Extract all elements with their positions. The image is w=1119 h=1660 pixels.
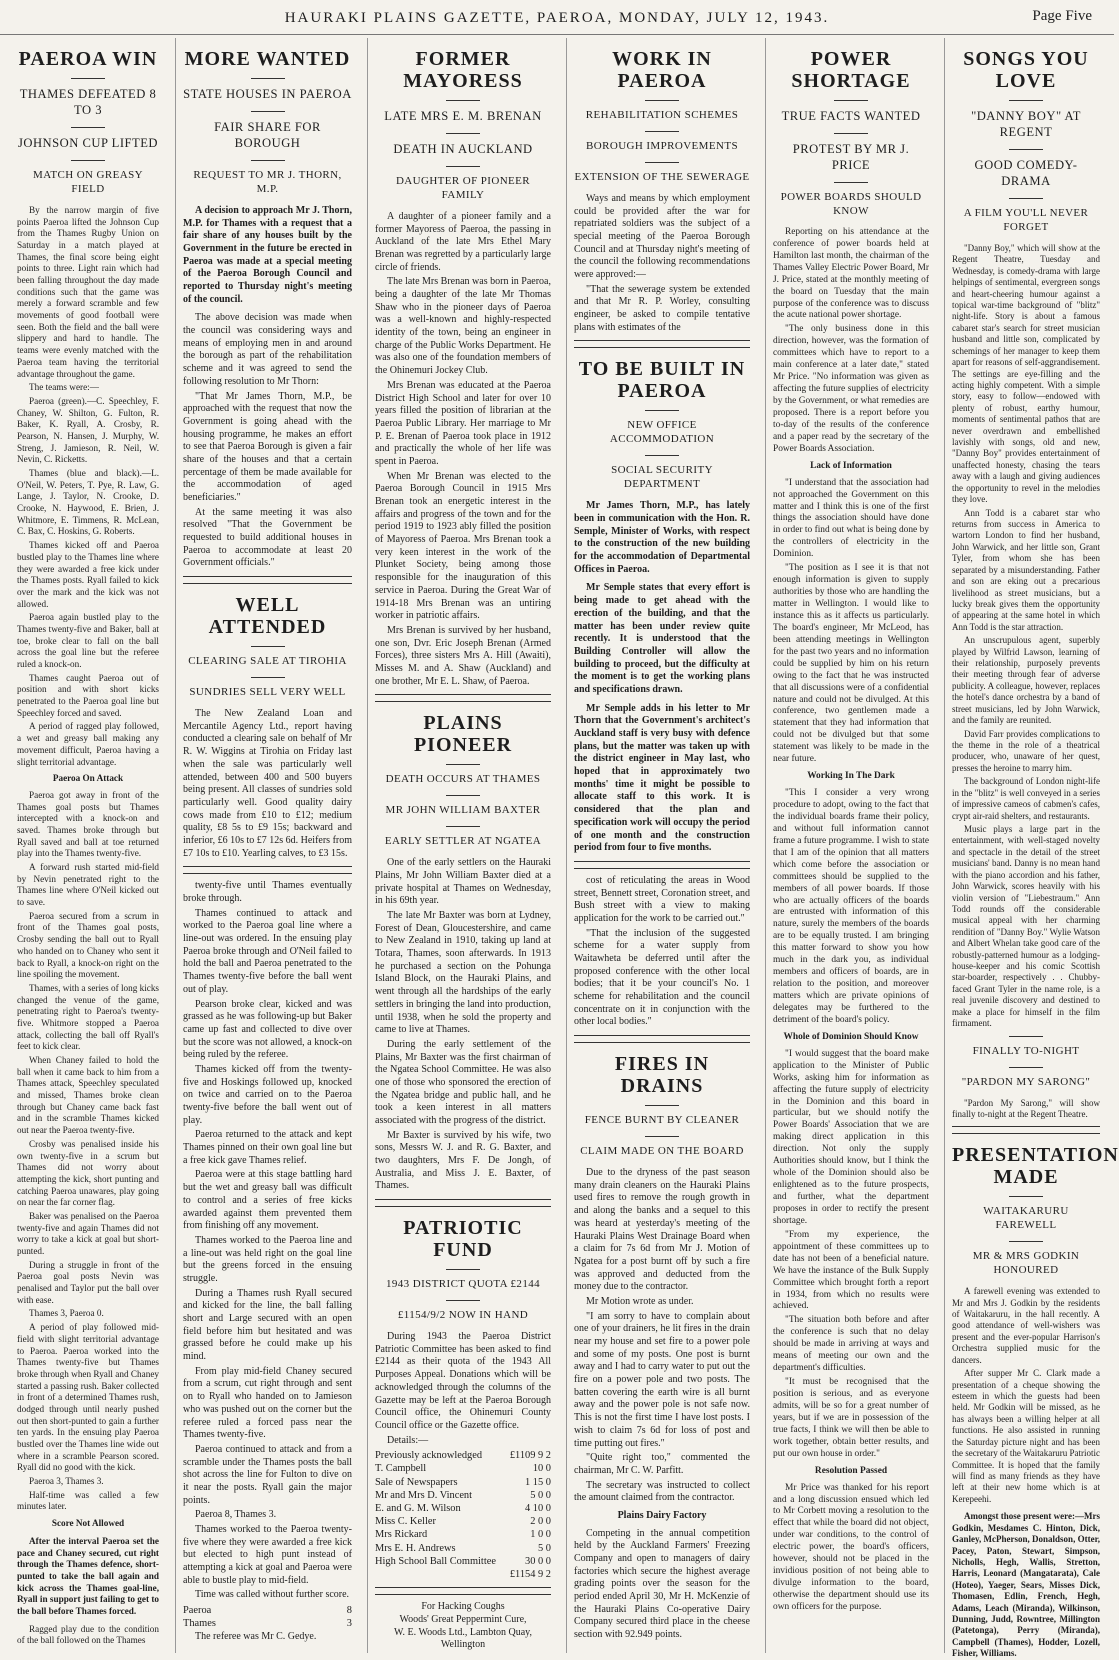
deck: "PARDON MY SARONG" [961, 1075, 1091, 1088]
paragraph: Crosby was penalised inside his own twenty-five in a scrum but Thames did not worry about attempting the kick, short punting and catching Paeroa unawares, play going on near the far corner flag. [17, 1138, 159, 1208]
headline: FIRES IN DRAINS [614, 1053, 710, 1098]
column-former-mayoress [367, 38, 558, 1653]
newspaper-title: HAURAKI PLAINS GAZETTE, PAEROA, MONDAY, JULY 12, 1943. [284, 10, 830, 26]
divider [1009, 198, 1043, 199]
divider [71, 127, 105, 128]
divider [1009, 1036, 1043, 1037]
paragraph: Due to the dryness of the past season many drain cleaners on the Hauraki Plains used fires to remove the rough growth in and along the banks and a sequel to this was heard at yesterday's meeting of the Hauraki Plains West Drainage Board when a claim for 7s 6d from Mr J. Motion of Ngatea for a post burnt off by such a fire was approved and deducted from the money due to the contractor. [574, 1167, 750, 1293]
team-points: 3 [346, 1618, 352, 1630]
divider [645, 162, 679, 163]
paragraph: "Pardon My Sarong," will show finally to-night at the Regent Theatre. [952, 1097, 1100, 1119]
divider [645, 455, 679, 456]
deck: EARLY SETTLER AT NGATEA [384, 835, 542, 848]
paragraph: The New Zealand Loan and Mercantile Agency Ltd., report having conducted a clearing sale on behalf of Mr R. W. Wiggins at Tirohia on Friday last when the sale was particularly well attended, between 400 and 500 buyers being present. All classes of sundries sold particularly well. Good quality dairy cows made from £10 to £12; medium quality, £8 5s to £9 15s; backward and inferior, £6 10s to £7 12s 6d. Heifers from £7 10s to £10. Yearling calves, to £3 15s. [183, 708, 353, 859]
paragraph: Thames worked to the Paeroa line and a line-out was held right on the goal line but the greens forced in the ensuing struggle. [183, 1234, 352, 1284]
paragraph: Time was called without further score. [195, 1589, 350, 1601]
paragraph: Thames worked to the Paeroa twenty-five where they were awarded a free kick but elected to high punt instead of attempting a kick at goal and Paeroa were able to bustle play to mid-field. [183, 1524, 352, 1586]
deck: MR JOHN WILLIAM BAXTER [385, 804, 541, 817]
column-more-wanted [175, 38, 359, 1653]
divider [446, 764, 480, 765]
subheading: Working In The Dark [807, 771, 895, 782]
deck: NEW OFFICE ACCOMMODATION [609, 419, 715, 446]
section-separator [375, 1587, 551, 1595]
paragraph: Mr Price was thanked for his report and a long discussion ensued which led to Mr Corbett moving a resolution to the effect that while the board did not object, under war conditions, to the control of electric power, the board's officers, however, should not be placed in the invidious position of not being able to divulge information to the board, otherwise the department should use its own officers for the purpose. [773, 1482, 929, 1612]
paragraph: Mrs Brenan was educated at the Paeroa District High School and later for over 10 years filled the position of librarian at the Paeroa Public Library. Her marriage to Mr P. E. Brenan of Paeroa took place in 1912 and practically the whole of her life was spent in Paeroa. [375, 379, 551, 467]
paragraph: During a Thames rush Ryall secured and kicked for the line, the ball falling short and Large secured with an open field before him but hesitated and was grassed before he could make up his mind. [183, 1287, 352, 1363]
divider [834, 133, 868, 134]
subheading: Score Not Allowed [51, 1518, 125, 1529]
deck: FAIR SHARE FOR BOROUGH [214, 119, 321, 150]
divider [645, 131, 679, 132]
section-separator [574, 340, 750, 348]
divider [251, 160, 285, 161]
divider [834, 182, 868, 183]
column-songs-you-love [944, 38, 1119, 1659]
deck: CLEARING SALE AT TIROHIA [188, 655, 347, 668]
divider [251, 111, 285, 112]
donation-amount: 4 10 0 [525, 1503, 551, 1515]
donation-amount: 10 0 [532, 1463, 551, 1475]
donations-table [375, 1449, 551, 1581]
team-points: 8 [346, 1605, 352, 1617]
divider [446, 795, 480, 796]
divider [1009, 1241, 1043, 1242]
section-separator [183, 576, 352, 584]
paragraph: After the interval Paeroa set the pace and Chaney secured, cut right through the Thames defence, short-punted to take the ball again and kick across the Thames goal-line, Ryall in support just failing to get to the ball before Thames forced. [17, 1535, 159, 1616]
paragraph: "It must be recognised that the position is serious, and as everyone admits, will be so for a great number of years, but if we are in possession of the true facts, I think we will then be able to work together, obtain better results, and put our own house in order." [773, 1377, 929, 1459]
table-row [183, 1617, 352, 1630]
deck: REQUEST TO MR J. THORN, M.P. [193, 168, 342, 195]
table-row [375, 1476, 551, 1489]
paragraph: During the early settlement of the Plains, Mr Baxter was the first chairman of the Ngatea School Committee. He was also one of those who sponsored the erection of the Ngatea bridge and public hall, and he took a keen interest in all matters associated with the progress of the district. [375, 1038, 551, 1126]
paragraph: Thames, with a series of long kicks changed the venue of the game, penetrating right to Paeroa's twenty-five. Whitmore stopped a Paeroa attack, collecting the ball off Ryall's feet to kick clear. [17, 982, 159, 1052]
donor-name: T. Campbell [375, 1463, 427, 1475]
divider [71, 160, 105, 161]
paragraph: "The position as I see it is that not enough information is given to supply authorities by those who are handling the matter in Wellington. I would like to instance this as it affects us particularly. The board's engineer, Mr McLeod, has been attending meetings in Wellington for the past two years and no information could be supplied by him on his return owing to the fact that he was instructed that all discussions were of a confidential nature and could not be divulged. At this conference, two gentlemen made a statement that they had information that could not be divulged but that some statement was likely to be made in the near future. [773, 563, 929, 765]
paragraph: Mrs Brenan is survived by her husband, one son, Dvr. Eric Joseph Brenan (Armed Forces), three sisters Mrs A. Hill (Awaiti), Misses M. and A. Shaw (Auckland) and one brother, Mr E. L. Shaw, of Paeroa. [375, 624, 551, 687]
divider [645, 1105, 679, 1106]
paragraph: A forward rush started mid-field by Nevin penetrated right to the Thames line where O'Neil kicked out to save. [17, 862, 159, 908]
deck: EXTENSION OF THE SEWERAGE [574, 170, 750, 183]
donor-name: Sale of Newspapers [375, 1476, 458, 1488]
paragraph: "Danny Boy," which will show at the Regent Theatre, Tuesday and Wednesday, is comedy-drama with large helpings of sentimental, evergreen songs and heart-cheering humour against a topical war-time background of "blitz" night-life. Story is about a famous cabaret star's search for street musician husband and little son, complicated by schemings of her manager to keep them apart for reasons of self-aggrandisement. The settings are eye-filling and the acting highly competent. With a simple story, easy to follow—endowed with plenty of robust, earthy humour, moments of sentimental pathos that are never overdrawn and embellished lavishly with songs, old and new, "Danny Boy" provides entertainment of unaffected honesty, chasing the tears away with a laugh and giving audiences the opportunity to revel in the melodies they love. [952, 242, 1100, 505]
paragraph: The late Mr Baxter was born at Lydney, Forest of Dean, Gloucestershire, and came to New Zealand in 1910, taking up land at Totara, Thames, soon afterwards. In 1913 he purchased a section on the Pohunga Island Block, on the Hauraki Plains, and went through all the hardships of the early settlers in bringing the land into production, until 1938, when he sold the property and came to live at Thames. [375, 910, 551, 1036]
final-score-table [183, 1604, 352, 1630]
paragraph: Amongst those present were:—Mrs Godkin, Mesdames C. Hinton, Dick, Ganley, McPherson, Donaldson, Otter, Pacey, Paton, Stewart, Simpson, Nicholls, Hegh, Wallis, Stretton, Harris, Leonard (Mangatarata), Cale (Hoteo), Yaeger, Sears, Misses Dick, Thomasen, Edlin, French, Hegh, Adams, Leach (Miranda), Wilkinson, Dunning, Judd, Rowntree, Millington (Patetonga), Perry (Miranda), Campbell (Thames), Hodder, Lozell, Fisher, Williams. [952, 1511, 1100, 1659]
table-row [375, 1515, 551, 1528]
paragraph: An unscrupulous agent, superbly played by Wilfrid Lawson, learning of their relationship, purposely prevents their meeting through fear of adverse publicity. A colleague, however, replaces the hotel's dance orchestra by a band of street musicians, led by John Warwick, and the family are reunited. [952, 635, 1100, 726]
team-name: Paeroa [183, 1605, 212, 1617]
paragraph: Thames (blue and black).—L. O'Neil, W. Peters, T. Pye, R. Law, G. Lange, J. Taylor, N. Crooke, D. Crooke, N. Haywood, E. Brien, J. Whitmore, E. Timmens, R. McLean, C. Bax, C. Hoskins, G. Roberts. [17, 468, 159, 537]
paragraph: Paeroa 3, Thames 3. [29, 1476, 104, 1487]
paragraph: After supper Mr C. Clark made a presentation of a cheque showing the esteem in which the guests had been held. Mr Godkin will be missed, as he has always been a willing helper at all functions. He also assisted in running the Saturday picture night and has been the secretary of the Waitakaruru Patriotic Committee. It is hoped that the family will find as many friends as they have left at their new home which is at Kerepeehi. [952, 1368, 1100, 1504]
paragraph: Reporting on his attendance at the conference of power boards held at Hamilton last month, the chairman of the Thames Valley Electric Power Board, Mr J. Price, stated at the monthly meeting of the board on Tuesday that the main purpose of the conference was to discuss the acute national power shortage. [773, 226, 929, 321]
deck: SOCIAL SECURITY DEPARTMENT [611, 464, 713, 491]
masthead [0, 0, 1114, 35]
table-row [375, 1542, 551, 1555]
divider [1009, 1196, 1043, 1197]
column-power-shortage [765, 38, 936, 1653]
paragraph: "The situation both before and after the conference is such that no delay should be made in arriving at ways and means of meeting our own and the department's difficulties. [773, 1315, 929, 1374]
donor-name: E. and G. M. Wilson [375, 1503, 461, 1515]
divider [1009, 1067, 1043, 1068]
divider [71, 78, 105, 79]
divider [645, 1136, 679, 1137]
divider [446, 1300, 480, 1301]
paragraph: Thames continued to attack and worked to the Paeroa goal line where a line-out was ordered. In the ensuing play Paeroa broke through and O'Neil failed to hold the ball and Paeroa penetrated to the Thames twenty-five before the ball went out of play. [183, 907, 352, 995]
column-work-in-paeroa [566, 38, 757, 1653]
paragraph: Ways and means by which employment could be provided after the war for repatriated soldiers was the subject of a special meeting of the Paeroa Borough Council and at Thursday night's meeting of the council the following recommendations were approved:— [574, 192, 750, 281]
page-number: Page Five [1032, 8, 1092, 24]
paragraph: David Farr provides complications to the theme in the role of a theatrical producer, who, unaware of her quest, presses the heroine to marry him. [952, 728, 1100, 773]
section-separator [574, 1035, 750, 1043]
paragraph: "That the sewerage system be extended and that Mr R. P. Worley, consulting engineer, be asked to compile tentative plans with estimates of the [574, 283, 750, 333]
deck: SUNDRIES SELL VERY WELL [189, 686, 346, 699]
paragraph: "This I consider a very wrong procedure to adopt, owing to the fact that the individual boards frame their policy, and without full information cannot frame a future programme. I wish to state that I am of the opinion that all matters which come before the association or committees should be supplied to the members of all power boards. If those who are actually officers of the boards are entrusted with information of this nature, surely the members of the boards are to be equally trusted. I am bringing this matter forward to show you how much in the dark you, as individual members and officers of boards, are in relation to the position, and moreover matters which are private opinions of delegates may be furthered to the detriment of the board's policy. [773, 788, 929, 1025]
paragraph: The above decision was made when the council was considering ways and means of employing men in and around the borough as part of the rehabilitation scheme and it was agreed to send the following resolution to Mr Thorn: [183, 312, 352, 387]
deck: £1154/9/2 NOW IN HAND [397, 1309, 529, 1322]
section-separator [183, 866, 352, 874]
paragraph: "I understand that the association had not approached the Government on this matter and I think this is one of the first things the association should have done in order to find out what is being done by the controllers of electricity in the Dominion. [773, 477, 929, 560]
paragraph: "I would suggest that the board make application to the Minister of Public Works, asking him for information as affecting the future supply of electricity in the Dominion and this board in particular, but we should notify the Power Boards' Association that we are making direct application in this direction. Not only the supply Authorities should know, but I think the whole of the Dominion should also be enlightened as to the future prospects, and further, what the department proposes in order to rectify the present shortage. [773, 1048, 929, 1226]
table-row [375, 1568, 551, 1581]
paragraph: Paeroa again bustled play to the Thames twenty-five and Baker, ball at toe, broke clear to fall on the ball across the goal line but the referee ruled a knock-on. [17, 612, 159, 670]
paragraph: Baker was penalised on the Paeroa twenty-five and again Thames did not worry to take a kick at goal but short-punted. [17, 1210, 159, 1257]
deck: 1943 DISTRICT QUOTA £2144 [385, 1278, 541, 1291]
subheading: Whole of Dominion Should Know [783, 1031, 919, 1042]
table-row [183, 1604, 352, 1617]
headline: SONGS YOU LOVE [963, 48, 1089, 92]
headline: WORK IN PAEROA [612, 48, 712, 92]
paragraph: "I am sorry to have to complain about one of your drainers, he lit fires in the drain near my house and set fire to a power pole and some of my posts. One post is burnt away and I had to carry water to put out the fire on a power pole and two posts. The batten covering the earth wire is all burnt away and the power pole is not safe now. This is not the first time I have lost posts. I wish to claim 7s 6d for loss of post and time putting out fires." [574, 1310, 750, 1449]
paragraph: Thames 3, Paeroa 0. [29, 1308, 104, 1319]
section-separator [375, 694, 551, 702]
paragraph: "Quite right too," commented the chairman, Mr C. W. Parfitt. [574, 1452, 750, 1476]
divider [834, 100, 868, 101]
paragraph: From play mid-field Chaney secured from a scrum, cut right through and sent on to Ryall who handed on to Jamieson who was pushed out on the corner but the referee ruled a forced pass near the Thames twenty-five. [183, 1365, 352, 1441]
table-row [375, 1528, 551, 1541]
deck: MR & MRS GODKIN HONOURED [972, 1250, 1080, 1277]
paragraph: A farewell evening was extended to Mr and Mrs J. Godkin by the residents of Waitakaruru, in the hall recently. A good attendance of well-wishers was present and the ever-popular Harrison's Orchestra supplied music for the dancers. [952, 1286, 1100, 1365]
table-row [375, 1489, 551, 1502]
donation-total: £1154 9 2 [509, 1569, 551, 1581]
headline: PAEROA WIN [18, 48, 158, 70]
section-separator [952, 1126, 1100, 1134]
deck: GOOD COMEDY-DRAMA [974, 157, 1078, 188]
deck: A FILM YOU'LL NEVER FORGET [963, 206, 1089, 233]
headline: MORE WANTED [184, 48, 351, 70]
deck: LATE MRS E. M. BRENAN [384, 109, 542, 123]
deck: DAUGHTER OF PIONEER FAMILY [395, 174, 531, 201]
divider [446, 100, 480, 101]
divider [645, 100, 679, 101]
paragraph: Ragged play due to the condition of the ball followed on the Thames [17, 1623, 159, 1646]
paragraph: Music plays a large part in the entertainment, with well-staged novelty and spectacle in the detail of the street musicians' band. Danny is no mean hand with the piano accordion and his father, John Warwick, scores heavily with his violin version of "Liebestraum." Ann Todd rounds off the considerable musical appeal with her charming rendition of "Danny Boy." Wylie Watson and Albert Whelan take good care of the robustly-patterned humour as a lodging-house-keeper and his comic Scottish star-boarder, respectively . . Chubby-faced Grant Tyler in the name role, is a real juvenile discovery and destined to make a place for himself in the film firmament. [952, 823, 1100, 1029]
deck: THAMES DEFEATED 8 TO 3 [19, 87, 157, 117]
paragraph: A period of ragged play followed, a wet and greasy ball making any movement difficult, Paeroa having a slight territorial advantage. [17, 721, 159, 767]
subheading: Paeroa On Attack [52, 773, 124, 784]
table-row [375, 1502, 551, 1515]
headline: FORMER MAYORESS [403, 48, 523, 92]
deck: DEATH OCCURS AT THAMES [385, 773, 541, 786]
paragraph: Thames kicked off and Paeroa bustled play to the Thames line where they were awarded a free kick under the Thames posts. Ryall failed to kick over the mark and the kick was not allowed. [17, 540, 159, 609]
paragraph: Paeroa (green).—C. Speechley, F. Chaney, W. Shilton, G. Fulton, R. Baker, K. Ryall, A. Crosby, R. Pearson, N. Hansen, J. Murphy, W. Streng, J. Jamieson, R. Neil, W. Nevin, C. Ricketts. [17, 395, 159, 465]
headline: PLAINS PIONEER [413, 712, 513, 757]
paragraph: Paeroa continued to attack and from a scramble under the Thames posts the ball shot across the line for Fulton to dive on it near the posts. Ryall gain the major points. [183, 1443, 352, 1506]
donor-name: Miss C. Keller [375, 1516, 436, 1528]
donation-amount: 30 0 0 [525, 1555, 551, 1567]
paragraph: When Chaney failed to hold the ball when it came back to him from a Thames attack, Speechley speculated and missed, Thames broke clean through but Chaney came back fast and in the scramble Thames kicked out near the Paeroa twenty-five. [17, 1055, 159, 1136]
headline: PATRIOTIC FUND [403, 1217, 523, 1262]
headline: POWER SHORTAGE [791, 48, 911, 92]
deck: STATE HOUSES IN PAEROA [183, 87, 352, 101]
deck: REHABILITATION SCHEMES [585, 109, 739, 121]
subheading: Resolution Passed [814, 1465, 888, 1476]
section-separator [375, 1199, 551, 1207]
headline: TO BE BUILT IN PAEROA [578, 358, 746, 403]
donor-name: Mr and Mrs D. Vincent [375, 1489, 473, 1501]
divider [446, 133, 480, 134]
advertisement [375, 1601, 551, 1652]
deck: MATCH ON GREASY FIELD [33, 168, 143, 195]
deck: "DANNY BOY" AT REGENT [971, 109, 1081, 139]
paragraph: Paeroa returned to the attack and kept Thames pinned on their own goal line but a free kick gave Thames relief. [183, 1129, 352, 1166]
subheading: Lack of Information [810, 460, 892, 471]
table-row [375, 1462, 551, 1475]
table-row [375, 1555, 551, 1568]
headline: WELL ATTENDED [208, 594, 327, 639]
paragraph: "That the inclusion of the suggested scheme for a water supply from Waitawheta be deferred until after the proposed conference with the other local bodies; that it be your council's No. 1 scheme for rehabilitation and the council concentrate on it in conjunction with the other local bodies." [574, 927, 750, 1028]
paragraph: The referee was Mr C. Gedye. [195, 1630, 317, 1642]
donor-name: Previously acknowledged [375, 1450, 483, 1462]
paragraph: Paeroa were at this stage battling hard but the wet and greasy ball was difficult to control and a series of free kicks awarded against them prevented them from finishing off any movement. [183, 1169, 352, 1232]
paragraph: Pearson broke clear, kicked and was grassed as he was following-up but Baker came up fast and collected to dive over but the score was not allowed, a knock-on being ruled by the referee. [183, 998, 352, 1061]
divider [446, 826, 480, 827]
paragraph: Competing in the annual competition held by the Auckland Farmers' Freezing Company and open to managers of dairy factories which secure the highest average grading points over the season for the period ended April 30, Mr H. McKenzie of the Hauraki Plains Co-operative Dairy Company secured third place in the cheese section with 92.949 points. [574, 1527, 750, 1641]
donor-name: High School Ball Committee [375, 1555, 496, 1567]
donation-amount: 5 0 0 [530, 1489, 551, 1501]
lead-paragraph: Mr Semple adds in his letter to Mr Thorn that the Government's architect's Auckland staff is very busy with defence plans, but the matter was taken up with the district engineer in May last, who hoped that in approximately two months' time it might be possible to allocate staff to this work. It is considered that the plan and specification work will occupy the period of one month and the construction period from four to five months. [574, 702, 750, 854]
divider [446, 166, 480, 167]
paragraph: The late Mrs Brenan was born in Paeroa, being a daughter of the late Mr Thomas Shaw who in the pioneer days of Paeroa was a well-known and highly-respected identity of the town, being an engineer in charge of the Public Works Department. He was also one of the foundation members of the Ohinemuri Jockey Club. [375, 276, 551, 377]
deck: BOROUGH IMPROVEMENTS [586, 139, 738, 152]
paragraph: "From my experience, the appointment of these committees up to date has not been of a beneficial nature. We have the instance of the Bulk Supply Committee which brought forth a report in 1934, from which no results were achieved. [773, 1229, 929, 1312]
paragraph: Paeroa 8, Thames 3. [195, 1509, 277, 1521]
paragraph: Ann Todd is a cabaret star who returns from success in America to wartorn London to find her husband, John Warwick, and her little son, Grant Tyler, from whom she has been separated by a misunderstanding. Father and son are eking out a precarious livelihood as street musicians, but a lucky break gives them the opportunity of appearing at the same hotel in which Ann Todd is the star attraction. [952, 507, 1100, 632]
donation-amount: 2 0 0 [530, 1516, 551, 1528]
paragraph: Half-time was called a few minutes later. [17, 1489, 159, 1512]
deck: JOHNSON CUP LIFTED [17, 135, 159, 150]
divider [1009, 100, 1043, 101]
paragraph: A period of play followed mid-field with slight territorial advantage to Paeroa. Paeroa worked into the Thames twenty-five but Thames broke through when Ryall and Chaney started a passing rush. Baker collected in front of a determined Thames rush, dodged through until nearly pushed out then short-punted to gain a further ten yards. In the ensuing play Paeroa bustled over the Thames line wide out where in a scramble Pearson scored. Ryall did no good with the kick. [17, 1322, 159, 1473]
paragraph: cost of reticulating the areas in Wood street, Bennett street, Coronation street, and Bush street with a view to making application for the work to be carried out." [574, 874, 750, 924]
paragraph: Paeroa secured from a scrum in front of the Thames goal posts, Crosby sending the ball out to Ryall who handed on to Chaney who sent it back to Ryall, a knock-on right on the line spoiling the movement. [17, 910, 159, 980]
deck: POWER BOARDS SHOULD KNOW [780, 190, 922, 217]
lead-paragraph: Mr James Thorn, M.P., has lately been in communication with the Hon. R. Semple, Minister of Works, with respect to the construction of the new building for the accommodation of Departmental Offices in Paeroa. [574, 500, 750, 575]
divider [251, 677, 285, 678]
divider [645, 410, 679, 411]
divider [446, 1269, 480, 1270]
deck: TRUE FACTS WANTED [781, 109, 921, 123]
section-separator [574, 861, 750, 869]
donation-amount: 1 0 0 [530, 1529, 551, 1541]
ad-line: Wellington [440, 1639, 486, 1651]
paragraph: A daughter of a pioneer family and a former Mayoress of Paeroa, the passing in Auckland of the late Mrs Ethel Mary Brenan was regretted by a particularly large circle of friends. [375, 210, 551, 273]
paragraph: Mr Baxter is survived by his wife, two sons, Messrs W. J. and R. G. Baxter, and two daughters, Mrs F. De Jongh, of Australia, and Miss J. E. Baxter, of Thames. [375, 1129, 551, 1192]
donor-name: Mrs Rickard [375, 1529, 428, 1541]
paragraph: Thames caught Paeroa out of position and with short kicks penetrated to the Paeroa goal line but Speechley forced and saved. [17, 672, 159, 718]
paragraph: Paeroa got away in front of the Thames goal posts but Thames intercepted with a knock-on and saved. Thames broke through but Ryall saved and ball at toe returned play into the Thames twenty-five. [17, 789, 159, 859]
ad-line: Woods' Great Peppermint Cure, [399, 1613, 527, 1625]
subheading: Plains Dairy Factory [617, 1509, 707, 1521]
paragraph: Thames kicked off from the twenty-five and Hoskings followed up, knocked on twice and carried on to the Paeroa twenty-five before the ball went out of play. [183, 1063, 352, 1126]
donor-name: Mrs E. H. Andrews [375, 1542, 456, 1554]
team-name: Thames [183, 1618, 216, 1630]
paragraph: twenty-five until Thames eventually broke through. [183, 880, 352, 905]
divider [251, 78, 285, 79]
paragraph: At the same meeting it was also resolved "That the Government be requested to build additional houses in Paeroa to accommodate at least 20 Government officials." [183, 506, 352, 569]
lead-paragraph: A decision to approach Mr J. Thorn, M.P. for Thames with a request that a fair share of any houses built by the Government in the future be erected in Paeroa was made at a special meeting of the Paeroa Borough Council and reported to Thursday night's meeting of the council. [183, 204, 352, 305]
paragraph: When Mr Brenan was elected to the Paeroa Borough Council in 1915 Mrs Brenan took an energetic interest in the affairs and progress of the town and for the period 1919 to 1923 ably filled the position of Mayoress of Paeroa. Mrs Brenan took a very keen interest in the work of the Plunket Society, being among those responsible for the inauguration of this service in Paeroa. During the Great War of 1914-18 Mrs Brenan was an untiring worker in patriotic affairs. [375, 470, 551, 622]
donation-amount: £1109 9 2 [509, 1450, 551, 1462]
paragraph: The background of London night-life in the "blitz" is well conveyed in a series of impressive cameos of cabmen's cafes, crypt air-raid shelters, and restaurants. [952, 776, 1100, 821]
deck: CLAIM MADE ON THE BOARD [580, 1145, 744, 1158]
lead-paragraph: Mr Semple states that every effort is being made to get ahead with the erection of the building, and that the matter has been under review quite recently. It is understood that the Building Controller will allow the building to proceed, but the difficulty at the moment is to get the working plans and specifications drawn. [574, 582, 750, 695]
donation-amount: 5 0 [538, 1542, 551, 1554]
deck: WAITAKARURU FAREWELL [983, 1205, 1069, 1232]
paragraph: By the narrow margin of five points Paeroa lifted the Johnson Cup from the Thames Rugby Union on Saturday in a match played at Thames, the final score being eight points to three. Light rain which had been falling throughout the day made conditions such that the game was merely a forward scramble and few movements of good football were seen. Both the field and the ball were slippery and hard to handle. The teams were evenly matched with the Paeroa team having the territorial advantage throughout the game. [17, 204, 159, 379]
paragraph: The secretary was instructed to collect the amount claimed from the contractor. [574, 1479, 750, 1504]
ad-line: For Hacking Coughs [421, 1601, 505, 1613]
donation-amount: 1 15 0 [525, 1476, 551, 1488]
divider [251, 646, 285, 647]
headline: PRESENTATION MADE [952, 1144, 1119, 1189]
ad-line: W. E. Woods Ltd., Lambton Quay, [394, 1626, 532, 1638]
deck: PROTEST BY MR J. PRICE [792, 141, 910, 172]
paragraph: The teams were:— [29, 382, 99, 393]
paragraph: During 1943 the Paeroa District Patriotic Committee has been asked to find £2144 as their quota of the 1943 All Purposes Appeal. Donations which will be acknowledged through the columns of the Gazette may be left at the Paeroa Borough Council office, the Ohinemuri County Council office or the Gazette office. [375, 1331, 551, 1431]
paragraph: "The only business done in this direction, however, was the formation of committees which have to report to a main conference at a later date," stated Mr Price. "No information was given as affecting the future supplies of electricity by the Government, or what remedies are proposed. There is a report before you to-day of the results of the conference and a paper read by the secretary of the Power Boards Association. [773, 324, 929, 454]
paragraph: "That Mr James Thorn, M.P., be approached with the request that now the Government is going ahead with the housing programme, he makes an effort to see that Paeroa Borough is given a fair share of the houses and that a certain percentage of them be made available for the accommodation of aged beneficiaries." [183, 390, 352, 504]
deck: DEATH IN AUCKLAND [393, 141, 533, 156]
paragraph: Details:— [387, 1434, 429, 1446]
deck: FINALLY TO-NIGHT [972, 1044, 1080, 1057]
table-row [375, 1449, 551, 1462]
deck: FENCE BURNT BY CLEANER [584, 1114, 740, 1127]
paragraph: During a struggle in front of the Paeroa goal posts Nevin was penalised and Taylor put the ball over with ease. [17, 1259, 159, 1305]
divider [1009, 149, 1043, 150]
paragraph: One of the early settlers on the Hauraki Plains, Mr John William Baxter died at a private hospital at Thames on Wednesday, in his 69th year. [375, 857, 551, 907]
column-paeroa-win [10, 38, 166, 1653]
paragraph: Mr Motion wrote as under. [586, 1295, 694, 1307]
